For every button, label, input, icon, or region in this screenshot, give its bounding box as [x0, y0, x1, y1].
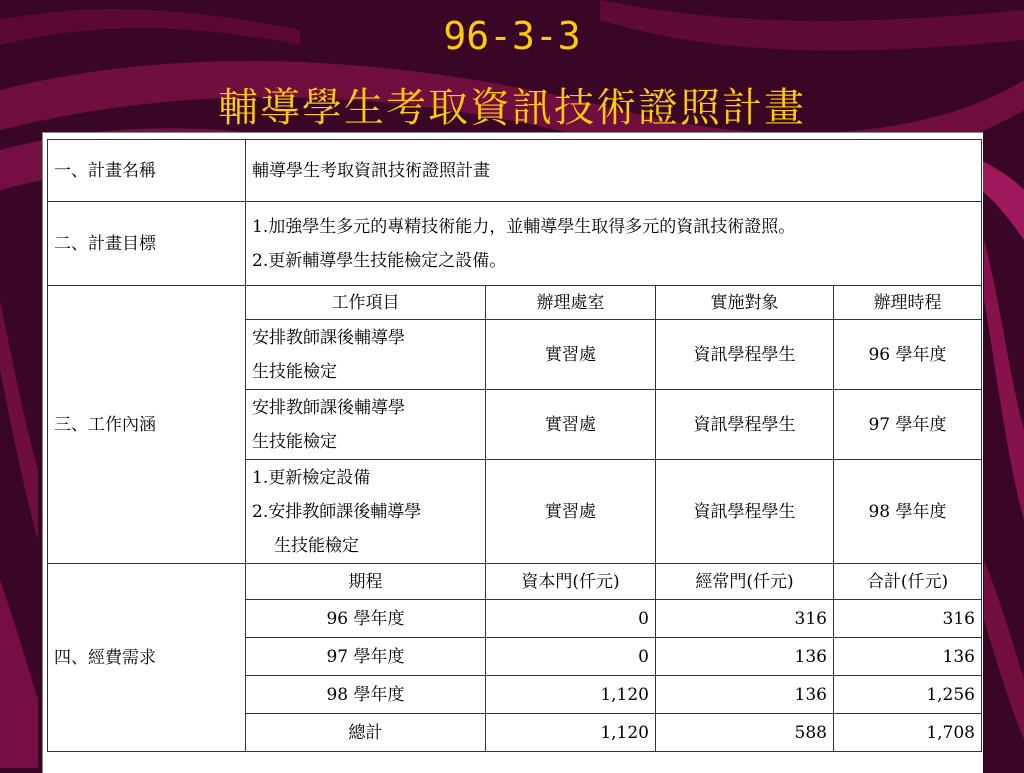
- plan-goal-item: 1.加強學生多元的專精技術能力，並輔導學生取得多元的資訊技術證照。: [252, 216, 796, 237]
- budget-header: 期程: [246, 564, 486, 600]
- budget-header: 合計(仟元): [834, 564, 982, 600]
- plan-table: [47, 139, 982, 752]
- work-header: 辦理時程: [834, 286, 982, 320]
- plan-document: [42, 132, 983, 773]
- budget-header: 經常門(仟元): [656, 564, 834, 600]
- plan-name-value: 輔導學生考取資訊技術證照計畫: [246, 140, 982, 202]
- work-schedule: 97 學年度: [834, 390, 982, 460]
- budget-period: 總計: [246, 714, 486, 752]
- work-item: [246, 460, 486, 564]
- plan-name-label: 一、計畫名稱: [48, 140, 246, 202]
- work-target: 資訊學程學生: [656, 320, 834, 390]
- budget-period: 96 學年度: [246, 600, 486, 638]
- budget-recurrent: 136: [656, 676, 834, 714]
- work-item: [246, 320, 486, 390]
- plan-goal-label: 二、計畫目標: [48, 202, 246, 286]
- budget-header: 資本門(仟元): [486, 564, 656, 600]
- work-item-line: 2.安排教師課後輔導學: [252, 501, 422, 522]
- work-item-line: 1.更新檢定設備: [252, 467, 371, 488]
- budget-capital: 1,120: [486, 676, 656, 714]
- budget-total: 1,256: [834, 676, 982, 714]
- work-target: 資訊學程學生: [656, 390, 834, 460]
- work-item-line: 安排教師課後輔導學: [252, 327, 405, 348]
- work-label: 三、工作內涵: [48, 286, 246, 564]
- slide-title: 輔導學生考取資訊技術證照計畫: [218, 85, 806, 131]
- work-target: 資訊學程學生: [656, 460, 834, 564]
- work-schedule: 96 學年度: [834, 320, 982, 390]
- work-office: 實習處: [486, 320, 656, 390]
- work-office: 實習處: [486, 390, 656, 460]
- budget-total: 136: [834, 638, 982, 676]
- plan-goal-item: 2.更新輔導學生技能檢定之設備。: [252, 250, 507, 271]
- budget-capital: 0: [486, 600, 656, 638]
- budget-recurrent: 316: [656, 600, 834, 638]
- budget-label: 四、經費需求: [48, 564, 246, 752]
- work-item-line: 生技能檢定: [274, 535, 359, 556]
- budget-recurrent: 136: [656, 638, 834, 676]
- work-schedule: 98 學年度: [834, 460, 982, 564]
- work-item-line: 生技能檢定: [252, 361, 337, 382]
- budget-capital: 0: [486, 638, 656, 676]
- budget-period: 98 學年度: [246, 676, 486, 714]
- budget-recurrent: 588: [656, 714, 834, 752]
- slide-title-code: 96-3-3: [443, 14, 581, 58]
- budget-capital: 1,120: [486, 714, 656, 752]
- work-header: 辦理處室: [486, 286, 656, 320]
- work-item: [246, 390, 486, 460]
- plan-goals: [246, 202, 982, 286]
- work-header: 工作項目: [246, 286, 486, 320]
- work-office: 實習處: [486, 460, 656, 564]
- work-item-line: 生技能檢定: [252, 431, 337, 452]
- work-item-line: 安排教師課後輔導學: [252, 397, 405, 418]
- work-header: 實施對象: [656, 286, 834, 320]
- budget-period: 97 學年度: [246, 638, 486, 676]
- budget-total: 1,708: [834, 714, 982, 752]
- budget-total: 316: [834, 600, 982, 638]
